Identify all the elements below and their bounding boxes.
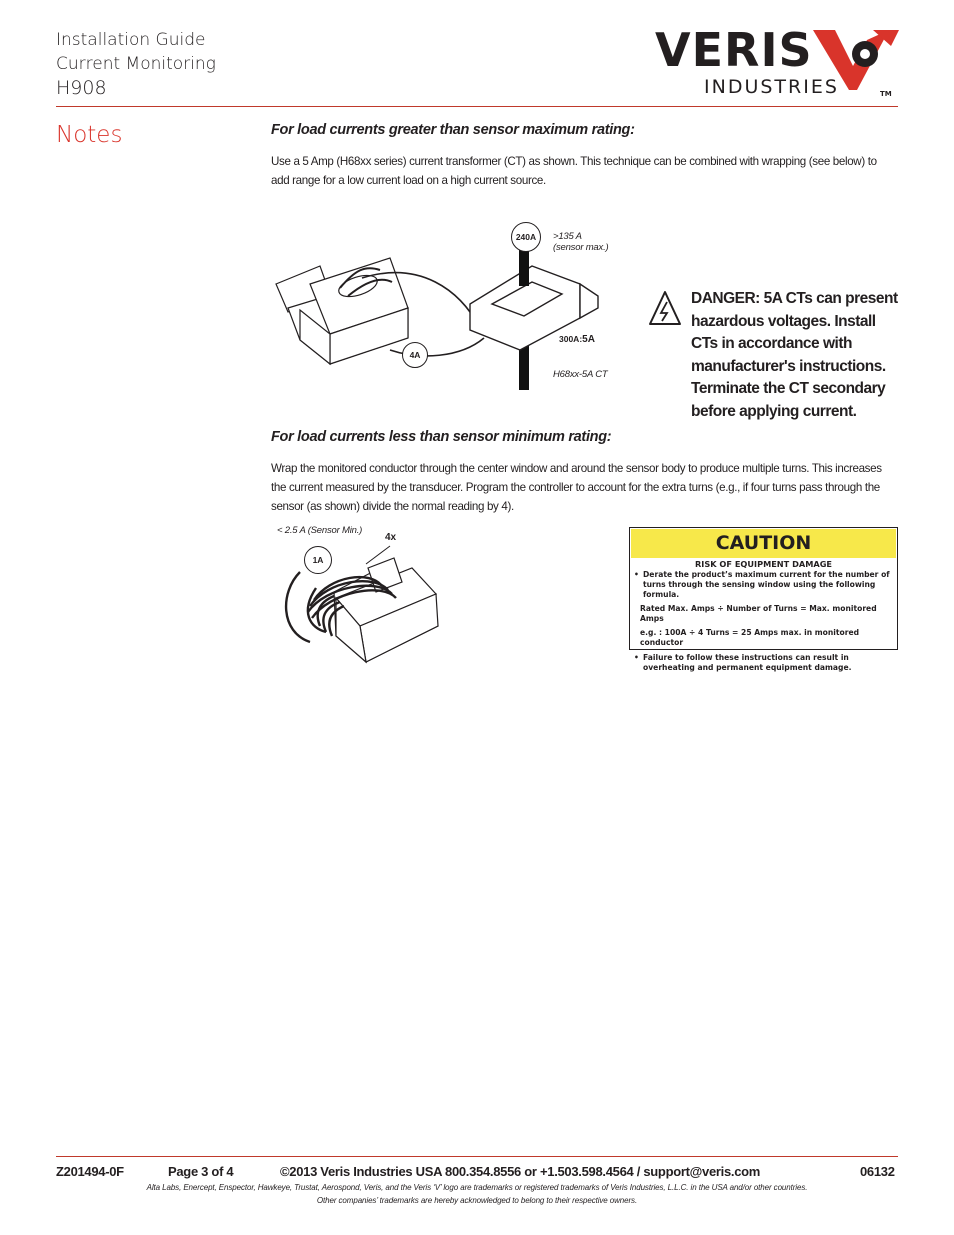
veris-logo: [655, 24, 900, 104]
danger-line-1: DANGER: 5A CTs can present: [691, 290, 898, 307]
page-title: Notes: [56, 122, 123, 148]
danger-line-6: before applying current.: [691, 402, 857, 420]
label-ct-model: H68xx-5A CT: [553, 369, 608, 380]
label-5a: 5A: [582, 334, 595, 345]
footer-copyright: ©2013 Veris Industries USA 800.354.8556 or +1.503.598.4564 / support@veris.com: [280, 1164, 761, 1179]
header-line-2: Current Monitoring: [56, 54, 216, 74]
logo-tm: TM: [880, 90, 892, 98]
logo-wordmark: VERIS: [655, 23, 813, 77]
footer-trademark-2: Other companies’ trademarks are hereby acknowledged to belong to their respective owners.: [316, 1196, 638, 1205]
diagram-ct-wiring: [270, 200, 610, 400]
logo-subword: INDUSTRIES: [704, 76, 839, 98]
caution-formula: Rated Max. Amps ÷ Number of Turns = Max. monitored Amps: [640, 604, 877, 623]
caution-box: [629, 527, 898, 672]
header-line-3: H908: [56, 77, 107, 99]
footer-code: 06132: [860, 1164, 895, 1179]
header-title-block: [56, 28, 216, 100]
footer-rule: [56, 1156, 898, 1157]
label-4a: 4A: [409, 350, 421, 360]
section2-heading: For load currents less than sensor minimum rating:: [271, 429, 612, 445]
caution-subtitle: RISK OF EQUIPMENT DAMAGE: [694, 559, 833, 569]
caution-bullet-1: [630, 570, 897, 600]
caution-bullet-2-text: Failure to follow these instructions can result in overheating and permanent equipment damage.: [643, 653, 852, 672]
bubble-240a: [511, 222, 541, 252]
diagram-wrap-turns-art: [270, 522, 470, 672]
caution-title: CAUTION: [631, 529, 896, 558]
label-240a: 240A: [515, 232, 537, 242]
section1-heading: For load currents greater than sensor maximum rating:: [271, 122, 635, 138]
diagram-wrap-turns: [270, 522, 470, 672]
footer-doc-number: Z201494-0F: [56, 1164, 124, 1179]
caution-bullet-1-text: Derate the product’s maximum current for the number of turns through the sensing window using the following formula.: [643, 570, 890, 599]
caution-example: e.g. : 100A ÷ 4 Turns = 25 Amps max. in monitored conductor: [640, 628, 860, 647]
logo-v-mark-icon: [813, 26, 899, 92]
footer-page: Page 3 of 4: [168, 1164, 234, 1179]
danger-line-4: manufacturer's instructions.: [691, 357, 886, 375]
section2-paragraph: Wrap the monitored conductor through the center window and around the sensor body to produce multiple turns. This increases the current measured by the transducer. Program the controller to account for the extra turns (e.g., if four turns pass through the sensor (as shown) divide the normal reading by 4).: [271, 462, 882, 513]
danger-line-3: CTs in accordance with: [691, 335, 852, 352]
section1-paragraph: Use a 5 Amp (H68xx series) current transformer (CT) as shown. This technique can be combined with wrapping (see below) to add range for a low current load on a high current source.: [271, 155, 877, 187]
danger-text: [691, 288, 901, 423]
label-4x: 4x: [385, 532, 397, 543]
label-sensor-max: >135 A (sensor max.): [553, 231, 609, 253]
danger-line-5: Terminate the CT secondary: [691, 380, 886, 397]
danger-line-2: hazardous voltages. Install: [691, 312, 876, 330]
label-1a: 1A: [312, 555, 324, 565]
bullet-dot-icon: •: [634, 570, 639, 579]
bubble-4a: [402, 342, 428, 368]
bullet-dot-icon: •: [634, 653, 639, 662]
caution-bullet-2: [630, 653, 897, 673]
danger-warning-icon: [648, 290, 682, 326]
label-300a: 300A:: [559, 334, 583, 344]
header-line-1: Installation Guide: [56, 30, 206, 50]
bubble-1a: [304, 546, 332, 574]
label-ratio: [559, 334, 595, 345]
header-rule: [56, 106, 898, 107]
footer-trademark-1: Alta Labs, Enercept, Enspector, Hawkeye, Trustat, Aerospond, Veris, and the Veris ‘V’ logo are trademarks or registered trademarks of Veris Industries, L.L.C. in the USA and/or other countries.: [146, 1183, 808, 1192]
label-sensor-min: < 2.5 A (Sensor Min.): [277, 525, 363, 536]
